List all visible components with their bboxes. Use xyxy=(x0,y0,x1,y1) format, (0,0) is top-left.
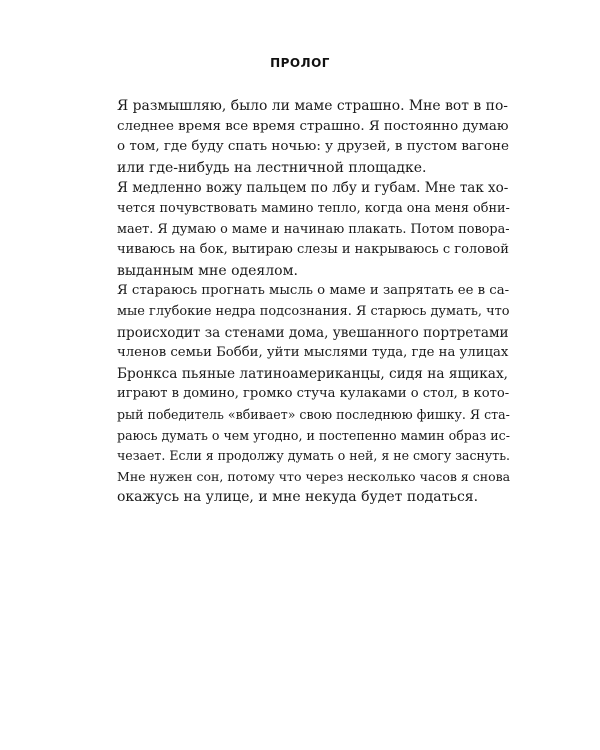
text-line: происходит за стенами дома, увешанного портретами xyxy=(117,324,509,341)
text-line: Я размышляю, было ли маме страшно. Мне вот в по- xyxy=(117,98,508,114)
text-line: Я стараюсь прогнать мысль о маме и запрятать ее в са- xyxy=(117,283,510,299)
text-line: о том, где буду спать ночью: у друзей, в пустом вагоне xyxy=(117,139,509,155)
text-line: Бронкса пьяные латиноамериканцы, сидя на ящиках, xyxy=(117,365,508,382)
text-line: или где-нибудь на лестничной площадке. xyxy=(117,159,427,176)
chapter-title: ПРОЛОГ xyxy=(270,56,330,70)
text-line: чиваюсь на бок, вытираю слезы и накрываюсь с головой xyxy=(117,242,509,258)
text-line: Я медленно вожу пальцем по лбу и губам. Мне так хо- xyxy=(117,180,509,197)
text-line: Мне нужен сон, потому что через несколько часов я снова xyxy=(117,468,511,484)
text-line: играют в домино, громко стуча кулаками о стол, в кото- xyxy=(117,386,510,402)
paragraph-2 xyxy=(95,178,508,281)
text-line: чется почувствовать мамино тепло, когда она меня обни- xyxy=(117,200,510,216)
text-line: окажусь на улице, и мне некуда будет податься. xyxy=(117,489,479,506)
paragraph-1 xyxy=(95,96,508,178)
paragraph-3 xyxy=(95,281,511,508)
text-line: членов семьи Бобби, уйти мыслями туда, где на улицах xyxy=(117,345,509,361)
text-line: чезает. Если я продолжу думать о ней, я не смогу заснуть. xyxy=(117,448,511,464)
text-line: выданным мне одеялом. xyxy=(117,262,298,279)
text-line: мает. Я думаю о маме и начинаю плакать. Потом повора- xyxy=(117,221,510,237)
text-line: раюсь думать о чем угодно, и постепенно мамин образ ис- xyxy=(117,427,510,443)
text-line: рый победитель «вбивает» свою последнюю фишку. Я ста- xyxy=(117,406,510,422)
text-line: следнее время все время страшно. Я постоянно думаю xyxy=(117,118,509,134)
body-text xyxy=(95,96,511,508)
text-line: мые глубокие недра подсознания. Я старюсь думать, что xyxy=(117,303,510,319)
